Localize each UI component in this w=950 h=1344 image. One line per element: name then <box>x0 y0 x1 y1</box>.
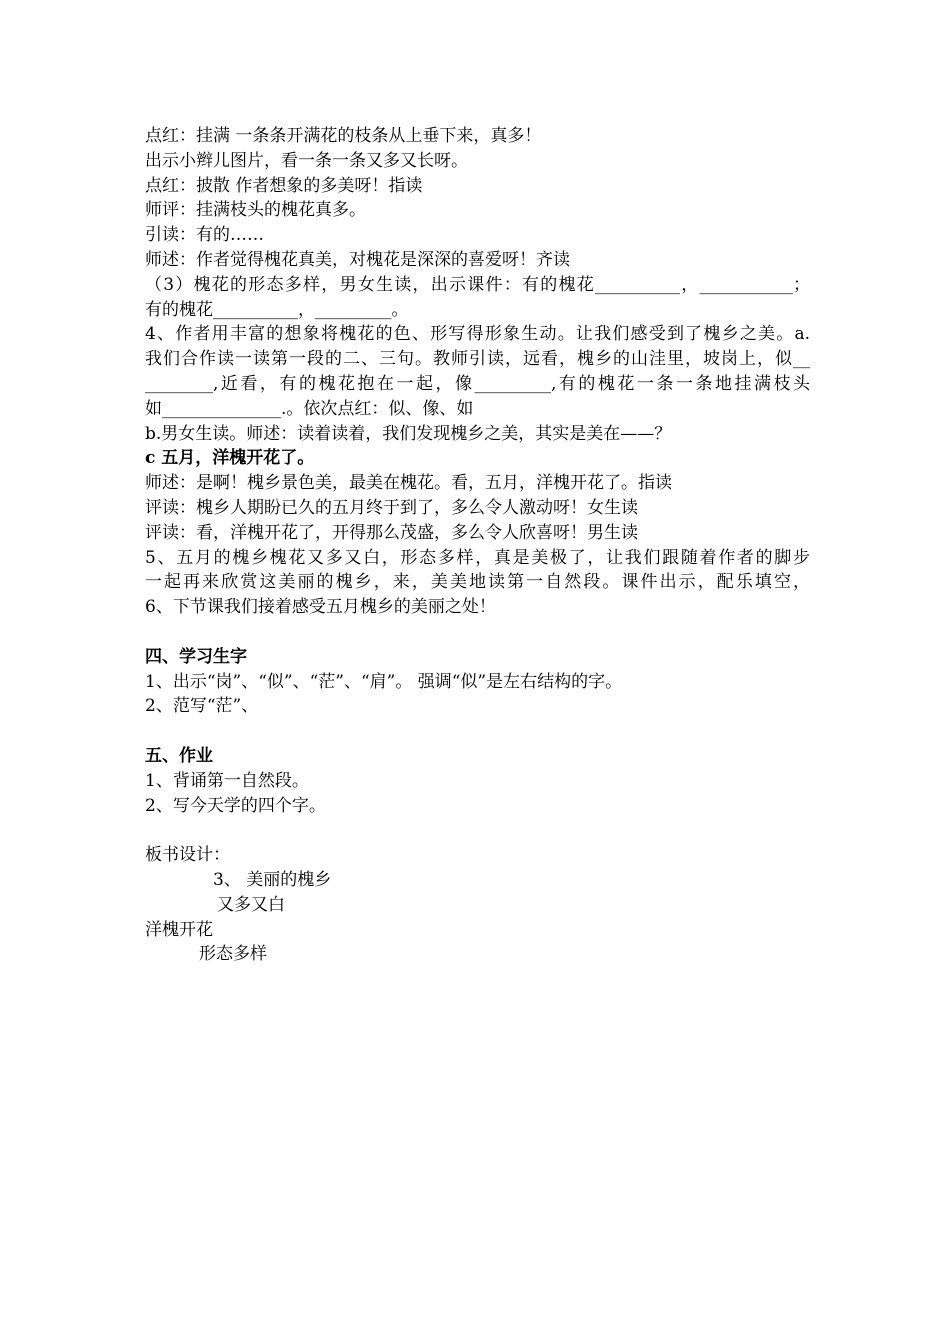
spacer <box>145 818 810 843</box>
text-line: 5、五月的槐乡槐花又多又白，形态多样，真是美极了，让我们跟随着作者的脚步 <box>145 547 810 568</box>
text-line: ________,近看，有的槐花抱在一起，像_________,有的槐花一条一条地挂满枝头 <box>145 373 810 394</box>
text-line: 评读：槐乡人期盼已久的五月终于到了，多么令人激动呀！女生读 <box>145 497 638 518</box>
text-line: 引读：有的…… <box>145 225 264 246</box>
text-line: 评读：看，洋槐开花了，开得那么茂盛，多么令人欣喜呀！男生读 <box>145 522 638 543</box>
board-line: 洋槐开花 <box>145 919 213 940</box>
text-line: 师评：挂满枝头的槐花真多。 <box>145 200 366 221</box>
text-line-bold: c 五月，洋槐开花了。 <box>145 448 315 469</box>
list-item: 2、写今天学的四个字。 <box>145 795 326 816</box>
text-line: 有的槐花__________，_________。 <box>145 299 409 320</box>
text-line: 点红：披散 作者想象的多美呀！指读 <box>145 175 423 196</box>
text-line: 师述：是啊！槐乡景色美，最美在槐花。看，五月，洋槐开花了。指读 <box>145 473 672 494</box>
board-line: 又多又白 <box>217 894 285 915</box>
text-line: 师述：作者觉得槐花真美，对槐花是深深的喜爱呀！齐读 <box>145 249 570 270</box>
text-line: 出示小辫儿图片，看一条一条又多又长呀。 <box>145 150 468 171</box>
text-line: 点红：挂满 一条条开满花的枝条从上垂下来，真多！ <box>145 126 542 146</box>
board-line: 形态多样 <box>199 944 267 965</box>
text-line: 我们合作读一读第一段的二、三句。教师引读，远看，槐乡的山洼里，坡岗上，似__ <box>145 349 810 370</box>
list-item: 1、背诵第一自然段。 <box>145 770 309 791</box>
spacer <box>145 620 810 645</box>
text-line: 6、下节课我们接着感受五月槐乡的美丽之处！ <box>145 597 496 618</box>
board-title: 3、 美丽的槐乡 <box>213 869 332 890</box>
text-line: （3）槐花的形态多样，男女生读，出示课件：有的槐花__________，___________； <box>145 274 810 295</box>
text-line: 4、作者用丰富的想象将槐花的色、形写得形象生动。让我们感受到了槐乡之美。a. <box>145 324 810 345</box>
section-heading: 四、学习生字 <box>145 646 247 667</box>
document-body <box>145 124 810 967</box>
text-line: 一起再来欣赏这美丽的槐乡，来，美美地读第一自然段。课件出示，配乐填空， <box>145 572 810 593</box>
list-item: 1、出示“岗”、“似”、“茫”、“肩”。 强调“似”是左右结构的字。 <box>145 671 623 692</box>
section-heading: 五、作业 <box>145 745 213 766</box>
board-design-label: 板书设计： <box>145 845 230 866</box>
text-line: b.男女生读。师述：读着读着，我们发现槐乡之美，其实是美在——？ <box>145 423 672 444</box>
spacer <box>145 719 810 744</box>
text-line: 如______________.。依次点红：似、像、如 <box>145 398 474 419</box>
list-item: 2、范写“茫”、 <box>145 696 259 717</box>
